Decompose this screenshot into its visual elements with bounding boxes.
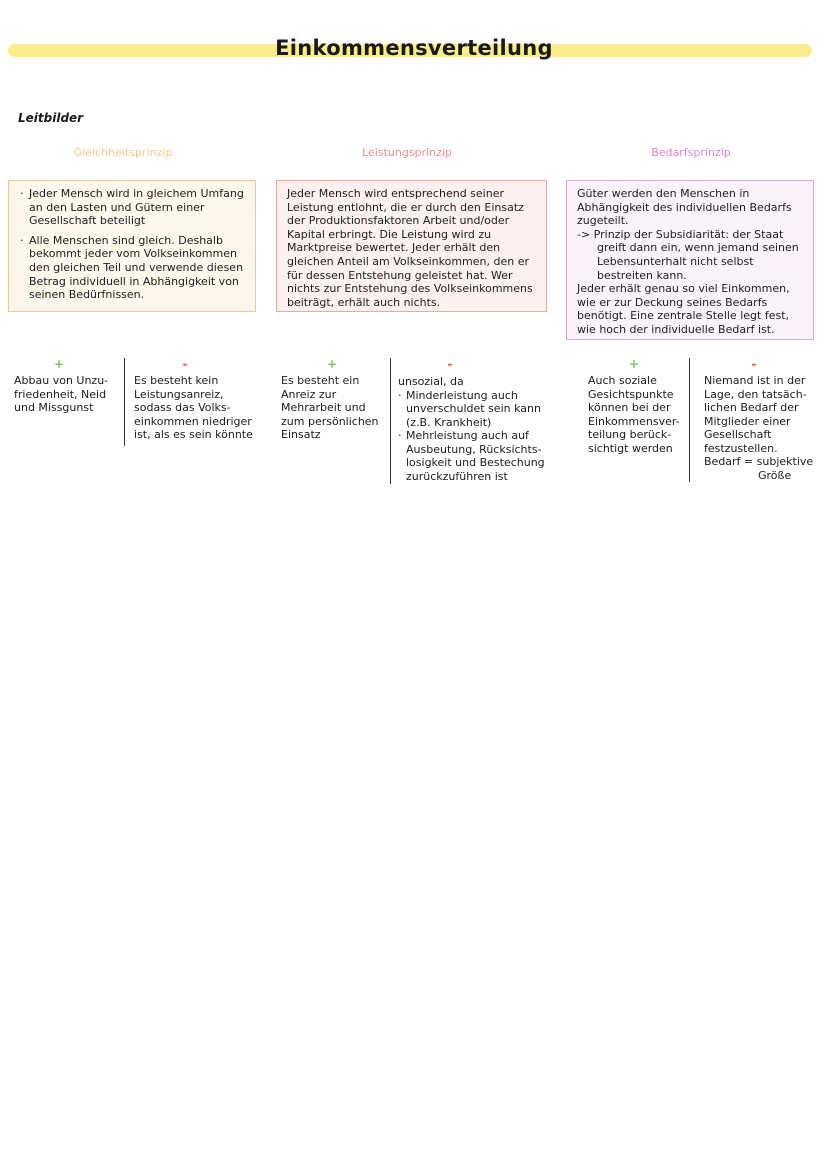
contra-extra: Größe	[758, 468, 792, 482]
contra-block	[704, 374, 814, 482]
page-title: Einkommensverteilung	[275, 36, 553, 60]
pro-text: Auch soziale Gesichtspunkte können bei der Einkommensver- teilung berück- sichtigt werden	[588, 374, 680, 455]
contra-text: Niemand ist in der Lage, den tatsäch- lichen Bedarf der Mitglieder einer Gesellschaft festzustellen.	[704, 374, 807, 455]
heading-leistungsprinzip: Leistungsprinzip	[362, 146, 452, 159]
definition-text: Jeder Mensch wird entsprechend seiner Leistung entlohnt, die er durch den Einsatz der Produktionsfaktoren Arbeit und/oder Kapital erbringt. Die Leistung wird zu Marktpreise bewertet. Jeder erhält den gleichen Anteil am Volkseinkommen, den er für dessen Entstehung geleistet hat. Wer nichts zur Entstehung des Volkseinkommens beiträgt, erhält auch nichts.	[287, 187, 533, 309]
contra-item: · Mehrleistung auch auf Ausbeutung, Rücksichts- losigkeit und Bestechung zurückzuführen ist	[406, 429, 548, 483]
minus-sign: -	[447, 357, 453, 371]
heading-bedarfsprinzip: Bedarfsprinzip	[651, 146, 731, 159]
definition-box-gleichheit	[8, 180, 256, 312]
definition-box-bedarf	[566, 180, 814, 340]
minus-sign: -	[751, 357, 757, 371]
divider-line	[124, 358, 125, 446]
definition-box-leistung	[276, 180, 547, 312]
contra-text: Es besteht kein Leistungsanreiz, sodass das Volks- einkommen niedriger ist, als es sein könnte	[134, 374, 253, 441]
pro-text: Abbau von Unzu- friedenheit, Neid und Missgunst	[14, 374, 109, 414]
section-label: Leitbilder	[18, 111, 84, 125]
plus-sign: +	[53, 357, 65, 371]
contra-item: · Minderleistung auch unverschuldet sein kann (z.B. Krankheit)	[406, 389, 548, 430]
contra-extra: Bedarf = subjektive	[704, 455, 814, 468]
pro-text: Es besteht ein Anreiz zur Mehrarbeit und zum persönlichen Einsatz	[281, 374, 379, 441]
plus-sign: +	[326, 357, 338, 371]
definition-text: greift dann ein, wenn jemand seinen Lebensunterhalt nicht selbst bestreiten kann.	[597, 241, 799, 282]
plus-sign: +	[628, 357, 640, 371]
definition-item: · Jeder Mensch wird in gleichem Umfang an den Lasten und Gütern einer Gesellschaft beteiligt	[29, 187, 247, 228]
contra-intro: unsozial, da	[398, 375, 464, 388]
divider-line	[689, 358, 690, 482]
definition-item: · Alle Menschen sind gleich. Deshalb bekommt jeder vom Volkseinkommen den gleichen Teil und verwende diesen Betrag individuell in Abhängigkeit von seinen Bedürfnissen.	[29, 234, 247, 302]
minus-sign: -	[182, 357, 188, 371]
definition-text: Jeder erhält genau so viel Einkommen, wie er zur Deckung seines Bedarfs benötigt. Eine zentrale Stelle legt fest, wie hoch der individuelle Bedarf ist.	[577, 282, 790, 336]
heading-gleichheitsprinzip: Gleichheitsprinzip	[73, 146, 173, 159]
divider-line	[390, 358, 391, 484]
definition-text: -> Prinzip der Subsidiarität: der Staat	[577, 227, 784, 241]
contra-block	[398, 375, 548, 483]
definition-text: Güter werden den Menschen in Abhängigkeit des individuellen Bedarfs zugeteilt.	[577, 187, 792, 228]
